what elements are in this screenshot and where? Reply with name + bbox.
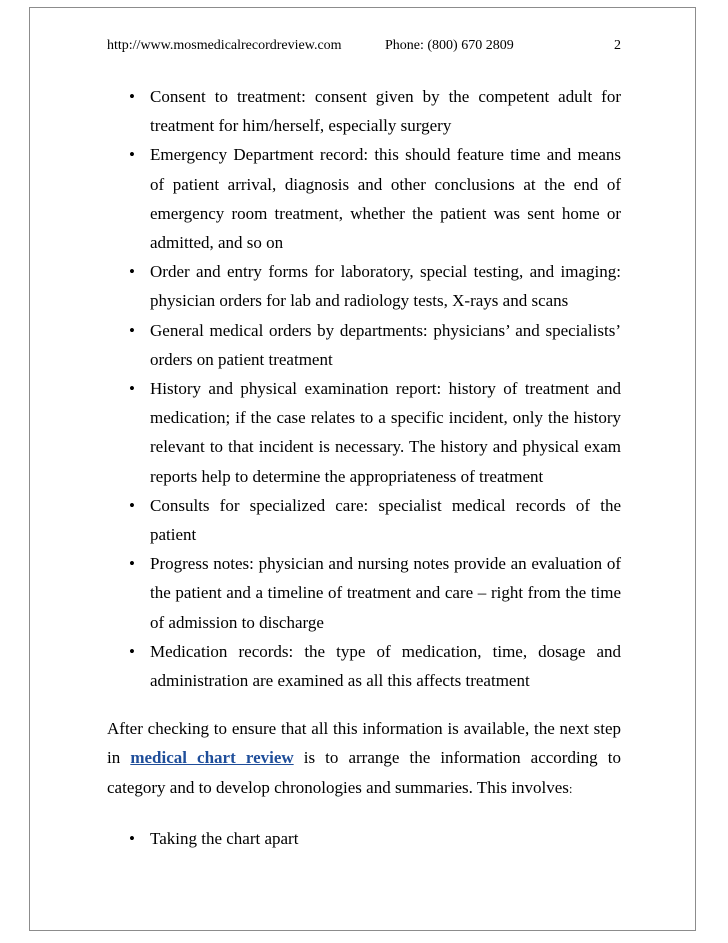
steps-list (107, 824, 621, 853)
list-item (107, 637, 621, 695)
paragraph-trailing-colon: : (568, 780, 573, 796)
list-item-text: General medical orders by departments: physicians’ and specialists’ orders on patient treatment (150, 320, 621, 369)
bullet-icon: • (129, 320, 135, 340)
list-item-text: Emergency Department record: this should feature time and means of patient arrival, diagnosis and other conclusions at the end of emergency room treatment, whether the patient was sent home or admitted, and so on (150, 145, 621, 253)
body-paragraph (107, 714, 621, 803)
list-item (107, 257, 621, 315)
list-item (107, 824, 621, 853)
list-item (107, 140, 621, 257)
list-item-text: Medication records: the type of medication, time, dosage and administration are examined as all this affects treatment (150, 641, 621, 691)
bullet-icon: • (129, 145, 135, 165)
record-types-list (107, 82, 621, 695)
list-item-text: Consults for specialized care: specialist medical records of the patient (150, 495, 621, 545)
list-item-text: Order and entry forms for laboratory, special testing, and imaging: physician orders for lab and radiology tests, X-rays and scans (150, 262, 621, 311)
page-header (107, 37, 621, 55)
medical-chart-review-link[interactable]: medical chart review (130, 748, 294, 768)
paragraph-text-start: After checking to ensure that all this information is available, the next step in (107, 719, 621, 768)
list-item (107, 374, 621, 491)
list-item (107, 549, 621, 637)
bullet-icon: • (129, 641, 135, 661)
header-url: http://www.mosmedicalrecordreview.com (107, 38, 342, 53)
page-number: 2 (614, 38, 621, 53)
bullet-icon: • (129, 554, 135, 574)
list-item-text: History and physical examination report: history of treatment and medication; if the case relates to a specific incident, only the history relevant to that incident is necessary. The history and physical exam reports help to determine the appropriateness of treatment (150, 379, 621, 486)
list-item-text: Progress notes: physician and nursing notes provide an evaluation of the patient and a timeline of treatment and care – right from the time of admission to discharge (150, 554, 621, 632)
list-item (107, 316, 621, 374)
bullet-icon: • (129, 495, 135, 515)
list-item (107, 82, 621, 140)
header-phone: Phone: (800) 670 2809 (385, 38, 514, 53)
bullet-icon: • (129, 262, 135, 282)
page-content (107, 82, 621, 853)
list-item-text: Consent to treatment: consent given by the competent adult for treatment for him/herself, especially surgery (150, 87, 621, 136)
list-item-text: Taking the chart apart (150, 828, 299, 848)
paragraph-text-end: is to arrange the information according to category and to develop chronologies and summaries. This involves (107, 748, 621, 797)
bullet-icon: • (129, 828, 135, 848)
list-item (107, 491, 621, 549)
bullet-icon: • (129, 379, 135, 399)
bullet-icon: • (129, 87, 135, 106)
